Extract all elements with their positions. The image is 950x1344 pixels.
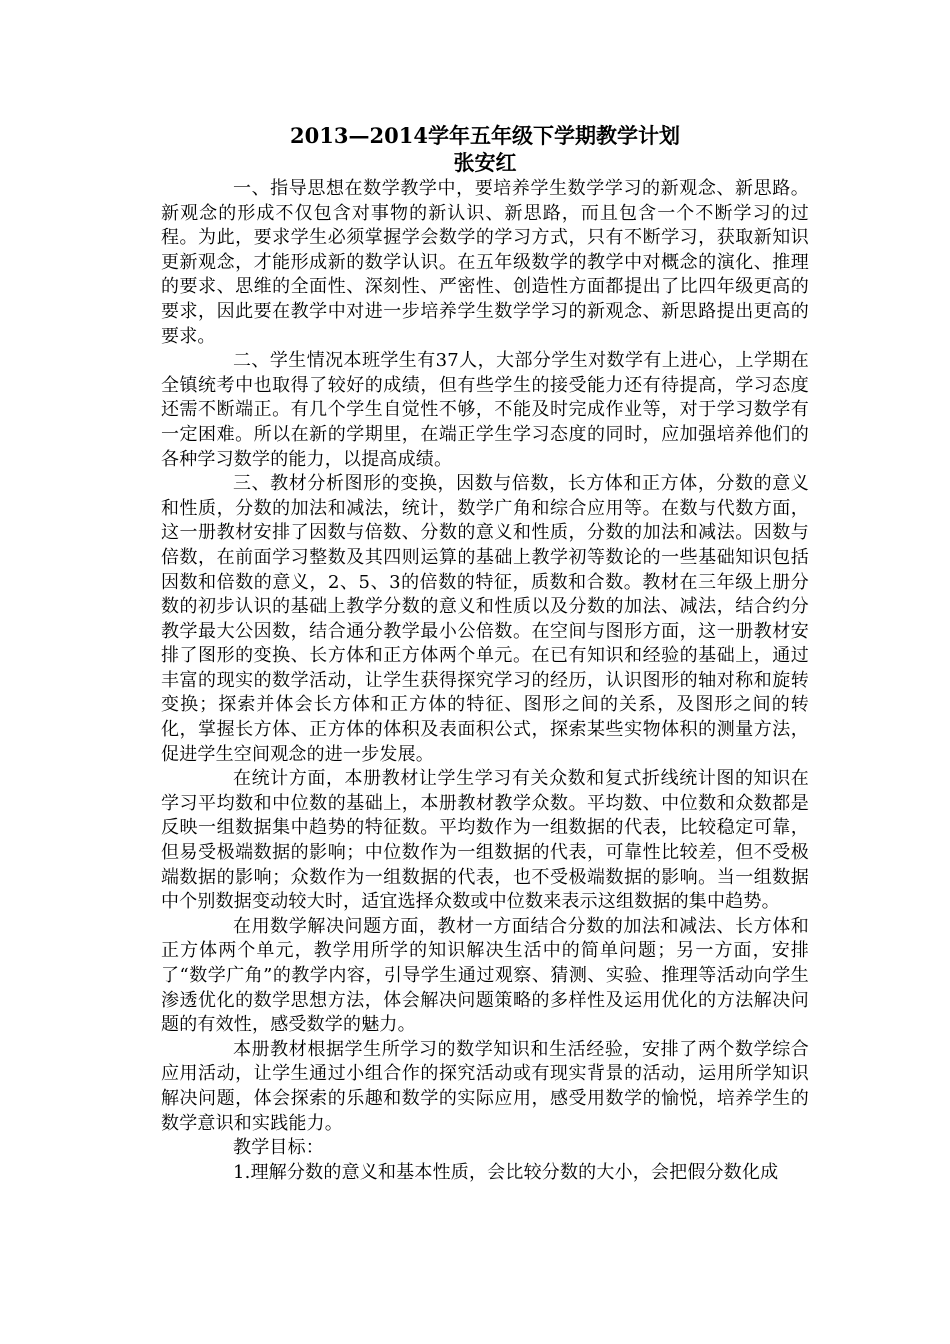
paragraph-textbook-analysis: 三、教材分析图形的变换，因数与倍数，长方体和正方体，分数的意义和性质，分数的加法和减法，统计，数学广角和综合应用等。在数与代数方面，这一册教材安排了因数与倍数、分数的意义和性质，分数的加法和减法。因数与倍数，在前面学习整数及其四则运算的基础上教学初等数论的一些基础知识包括因数和倍数的意义，2、5、3的倍数的特征，质数和合数。教材在三年级上册分数的初步认识的基础上教学分数的意义和性质以及分数的加法、减法，结合约分教学最大公因数，结合通分教学最小公倍数。在空间与图形方面，这一册教材安排了图形的变换、长方体和正方体两个单元。在已有知识和经验的基础上，通过丰富的现实的数学活动，让学生获得探究学习的经历，认识图形的轴对称和旋转变换；探索并体会长方体和正方体的特征、图形之间的关系，及图形之间的转化，掌握长方体、正方体的体积及表面积公式，探索某些实物体积的测量方法，促进学生空间观念的进一步发展。 (161, 473, 809, 765)
document-page (161, 122, 809, 1185)
paragraph-student-situation: 二、学生情况本班学生有37人，大部分学生对数学有上进心，上学期在全镇统考中也取得了较好的成绩，但有些学生的接受能力还有待提高，学习态度还需不断端正。有几个学生自觉性不够，不能及时完成作业等，对于学习数学有一定困难。所以在新的学期里，在端正学生学习态度的同时，应加强培养他们的各种学习数学的能力，以提高成绩。 (161, 350, 809, 470)
paragraph-statistics: 在统计方面，本册教材让学生学习有关众数和复式折线统计图的知识在学习平均数和中位数的基础上，本册教材教学众数。平均数、中位数和众数都是反映一组数据集中趋势的特征数。平均数作为一组数据的代表，比较稳定可靠，但易受极端数据的影响；中位数作为一组数据的代表，可靠性比较差，但不受极端数据的影响；众数作为一组数据的代表，也不受极端数据的影响。当一组数据中个别数据变动较大时，适宜选择众数或中位数来表示这组数据的集中趋势。 (161, 768, 809, 913)
paragraph-problem-solving: 在用数学解决问题方面，教材一方面结合分数的加法和减法、长方体和正方体两个单元，教学用所学的知识解决生活中的简单问题；另一方面，安排了“数学广角”的教学内容，引导学生通过观察、猜测、实验、推理等活动向学生渗透优化的数学思想方法，体会解决问题策略的多样性及运用优化的方法解决问题的有效性，感受数学的魅力。 (161, 915, 809, 1036)
paragraph-goal-1: 1.理解分数的意义和基本性质，会比较分数的大小，会把假分数化成 (233, 1161, 779, 1183)
paragraph-applied-activities: 本册教材根据学生所学习的数学知识和生活经验，安排了两个数学综合应用活动，让学生通过小组合作的探究活动或有现实背景的活动，运用所学知识解决问题，体会探索的乐趣和数学的实际应用，感受用数学的愉悦，培养学生的数学意识和实践能力。 (161, 1038, 809, 1134)
document-title: 2013—2014学年五年级下学期教学计划 (290, 123, 680, 148)
document-author: 张安红 (453, 150, 517, 175)
paragraph-teaching-goals-heading: 教学目标： (233, 1137, 324, 1159)
paragraph-guiding-ideology: 一、指导思想在数学教学中，要培养学生数学学习的新观念、新思路。新观念的形成不仅包含对事物的新认识、新思路，而且包含一个不断学习的过程。为此，要求学生必须掌握学会数学的学习方式，只有不断学习，获取新知识更新观念，才能形成新的数学认识。在五年级数学的教学中对概念的演化、推理的要求、思维的全面性、深刻性、严密性、创造性方面都提出了比四年级更高的要求，因此要在教学中对进一步培养学生数学学习的新观念、新思路提出更高的要求。 (161, 178, 809, 347)
